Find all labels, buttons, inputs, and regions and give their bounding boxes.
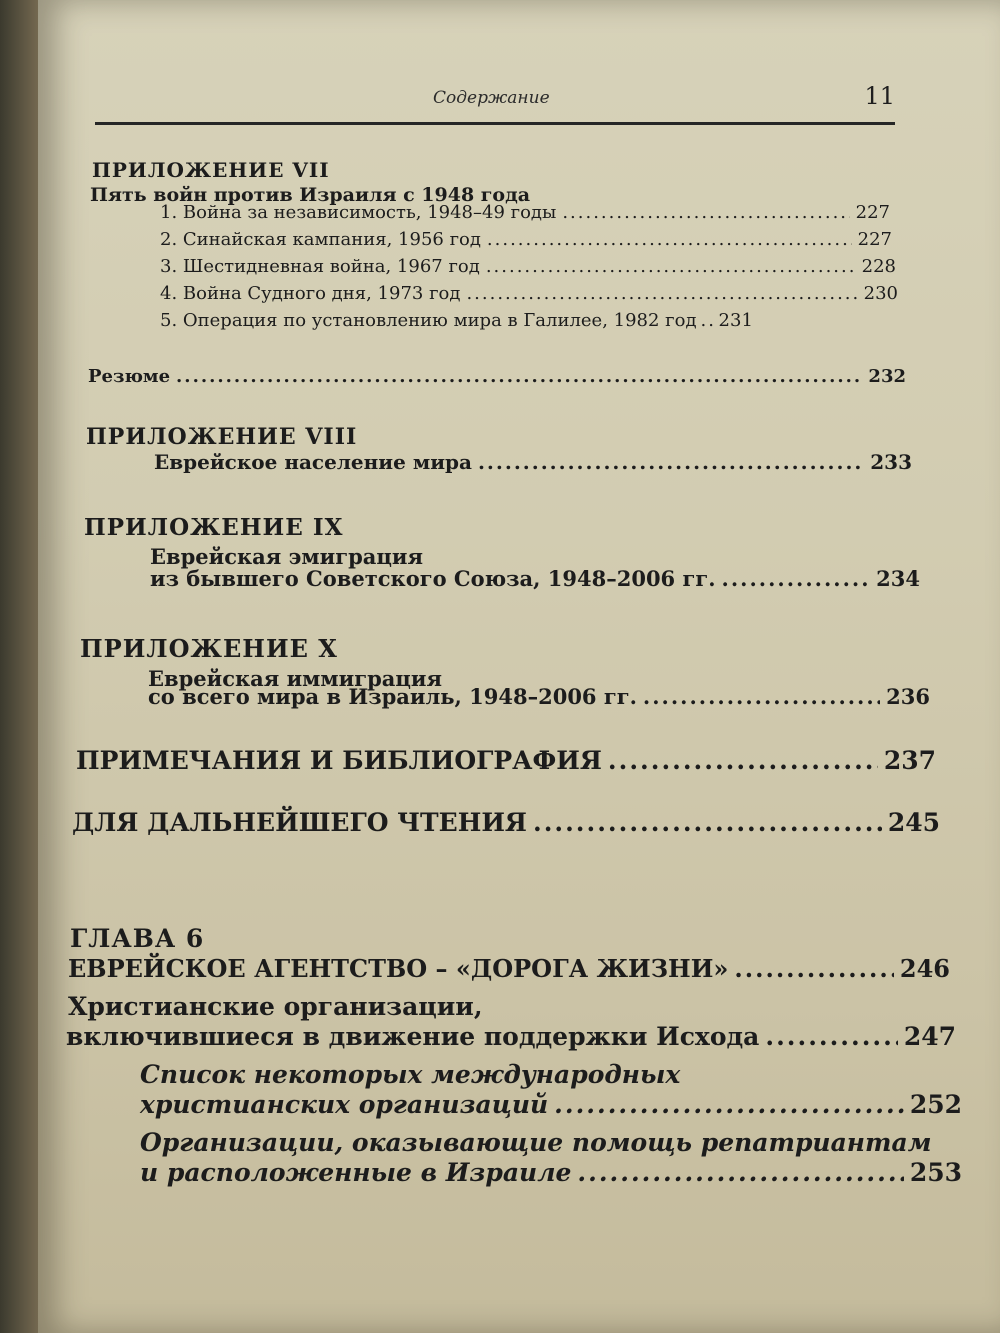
leader-dots [734, 954, 894, 983]
chapter-6-sub3-line1: Организации, оказывающие помощь репатриантам [140, 1128, 932, 1157]
toc-entry-chapter-6 [68, 954, 950, 983]
toc-entry-page: 227 [855, 202, 890, 223]
toc-entry [160, 229, 892, 250]
toc-entry-page: 230 [863, 283, 898, 304]
toc-entry-page: 234 [876, 566, 920, 591]
chapter-6-sub1-line1: Христианские организации, [68, 992, 483, 1021]
page-number: 11 [864, 82, 895, 110]
toc-entry-text: со всего мира в Израиль, 1948–2006 гг. [148, 684, 637, 709]
toc-entry-page: 245 [887, 808, 940, 837]
toc-entry-text: Резюме [88, 366, 171, 387]
leader-dots [562, 202, 849, 223]
toc-entry [160, 202, 890, 223]
appendix-x-heading: ПРИЛОЖЕНИЕ X [80, 634, 338, 663]
toc-entry-text: христианских организаций [140, 1090, 549, 1119]
leader-dots [765, 1022, 897, 1051]
appendix-ix-line1: Еврейская эмиграция [150, 544, 423, 569]
toc-entry-page: 253 [909, 1158, 962, 1187]
toc-entry-page: 237 [883, 746, 936, 775]
toc-entry [160, 256, 896, 277]
toc-entry-page: 231 [718, 310, 753, 331]
toc-entry [160, 283, 898, 304]
appendix-vii-heading: ПРИЛОЖЕНИЕ VII [92, 158, 330, 182]
toc-entry-text: 1. Война за независимость, 1948–49 годы [160, 202, 557, 223]
leader-dots [554, 1090, 904, 1119]
toc-entry-text: 3. Шестидневная война, 1967 год [160, 256, 480, 277]
leader-dots [176, 366, 862, 387]
toc-entry-page: 227 [857, 229, 892, 250]
toc-entry-page: 233 [870, 450, 912, 474]
toc-entry-text: из бывшего Советского Союза, 1948–2006 гг. [150, 566, 716, 591]
leader-dots [466, 283, 857, 304]
toc-entry [140, 1158, 962, 1187]
leader-dots [577, 1158, 903, 1187]
toc-entry-page: 247 [903, 1022, 956, 1051]
toc-entry [148, 684, 930, 709]
appendix-viii-heading: ПРИЛОЖЕНИЕ VIII [86, 424, 358, 450]
leader-dots [478, 450, 864, 474]
leader-dots [533, 808, 882, 837]
toc-entry-text: 5. Операция по установлению мира в Галилее, 1982 год [160, 310, 697, 331]
toc-entry-page: 236 [886, 684, 930, 709]
leader-dots [701, 310, 715, 331]
toc-entry-further-reading [72, 808, 940, 837]
toc-entry-text: ДЛЯ ДАЛЬНЕЙШЕГО ЧТЕНИЯ [72, 808, 527, 837]
appendix-vii-subtitle: Пять войн против Израиля с 1948 года [90, 184, 531, 206]
toc-entry-text: ЕВРЕЙСКОЕ АГЕНТСТВО – «ДОРОГА ЖИЗНИ» [68, 954, 729, 983]
toc-entry-text: ПРИМЕЧАНИЯ И БИБЛИОГРАФИЯ [76, 746, 602, 775]
toc-entry [160, 310, 902, 331]
toc-entry-text: 2. Синайская кампания, 1956 год [160, 229, 481, 250]
toc-entry-notes [76, 746, 936, 775]
leader-dots [486, 256, 856, 277]
toc-entry-page: 246 [899, 954, 950, 983]
chapter-6-label: ГЛАВА 6 [70, 924, 205, 953]
leader-dots [722, 566, 871, 591]
leader-dots [643, 684, 880, 709]
toc-entry-resume [88, 366, 906, 387]
running-head-title: Содержание [433, 88, 550, 108]
appendix-ix-heading: ПРИЛОЖЕНИЕ IX [84, 514, 344, 541]
toc-entry [150, 566, 920, 591]
toc-entry-page: 228 [861, 256, 896, 277]
leader-dots [487, 229, 852, 250]
toc-entry-text: включившиеся в движение поддержки Исхода [66, 1022, 760, 1051]
toc-entry-text: и расположенные в Израиле [140, 1158, 572, 1187]
leader-dots [608, 746, 878, 775]
chapter-6-sub2-line1: Список некоторых международных [140, 1060, 681, 1089]
toc-entry-page: 232 [868, 366, 906, 387]
toc-entry-page: 252 [909, 1090, 962, 1119]
toc-entry-text: 4. Война Судного дня, 1973 год [160, 283, 461, 304]
toc-entry [154, 450, 912, 474]
toc-entry [140, 1090, 962, 1119]
toc-entry [66, 1022, 956, 1051]
toc-entry-text: Еврейское население мира [154, 450, 472, 474]
appendix-x-line1: Еврейская иммиграция [148, 666, 442, 691]
